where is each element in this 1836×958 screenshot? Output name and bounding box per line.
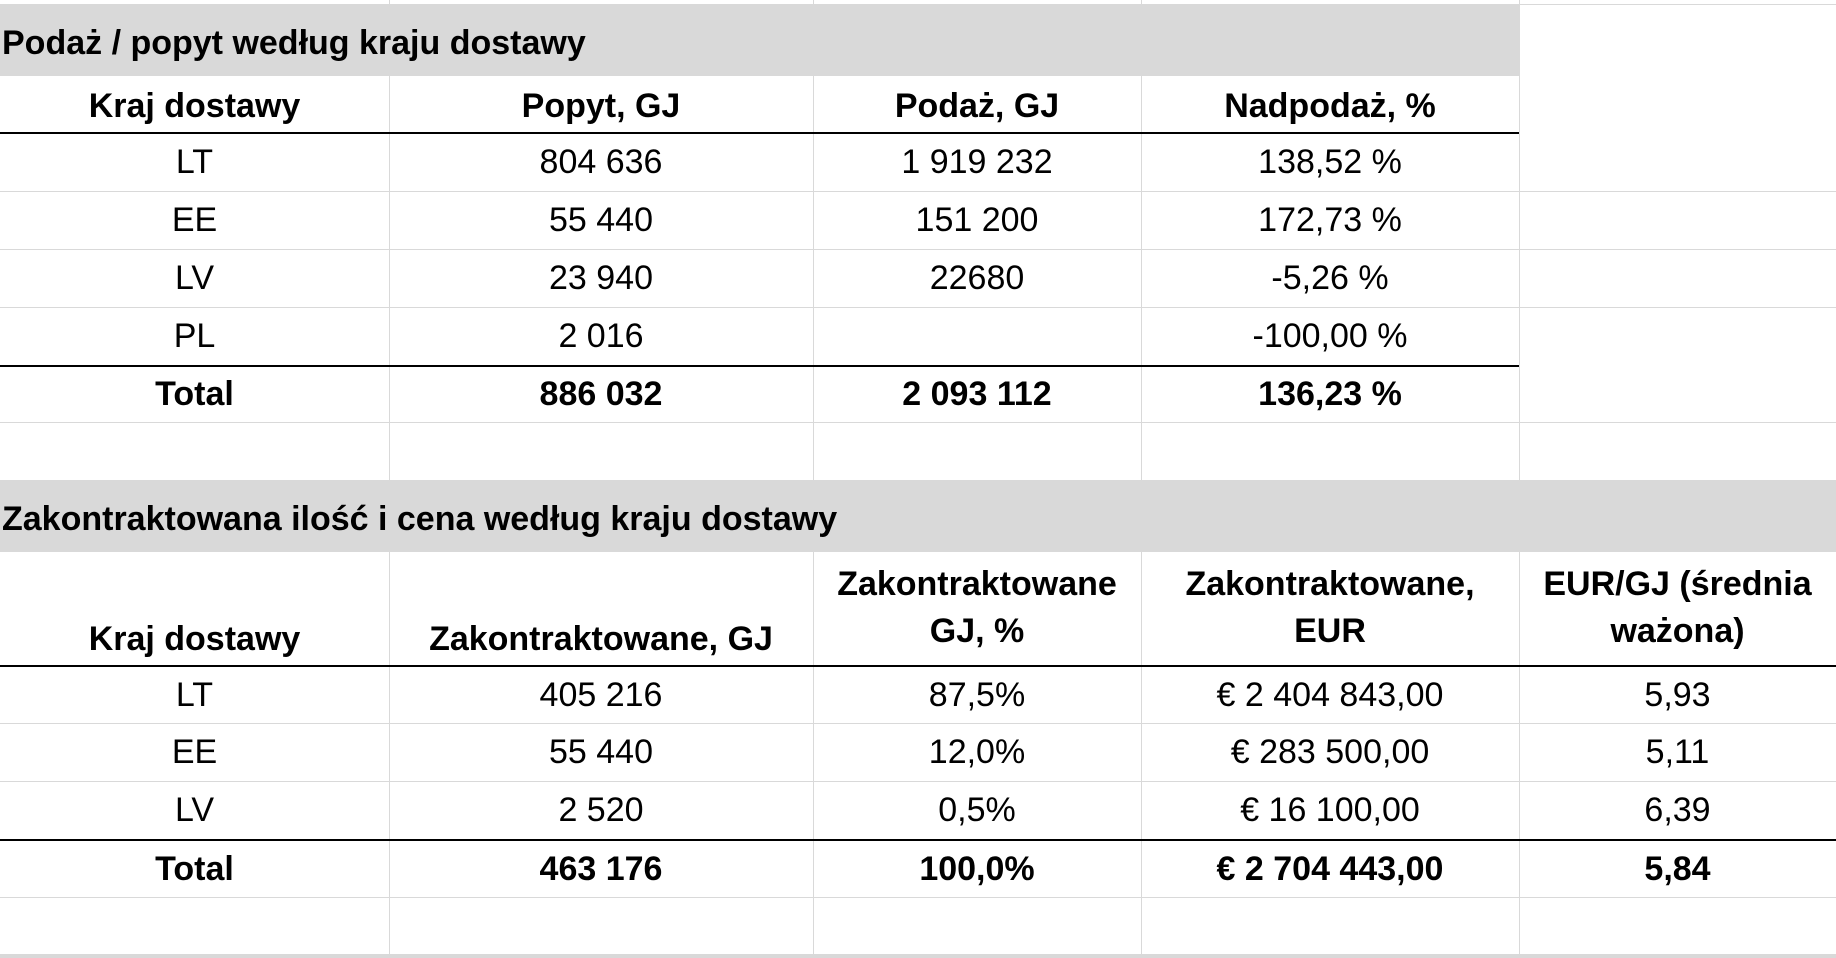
column-header-line: GJ, % <box>929 612 1025 650</box>
table-cell[interactable]: 0,5% <box>938 791 1016 829</box>
column-header-line: Zakontraktowane <box>837 565 1117 603</box>
table-cell[interactable]: LT <box>175 143 214 181</box>
column-header-line: EUR <box>1294 612 1366 650</box>
column-header-line: EUR/GJ (średnia <box>1543 565 1812 603</box>
section-title-band <box>0 4 1519 76</box>
table-cell[interactable]: 172,73 % <box>1258 201 1402 239</box>
table-cell[interactable]: 55 440 <box>549 733 653 771</box>
total-cell[interactable]: 5,84 <box>1644 849 1711 888</box>
column-header[interactable]: Nadpodaż, % <box>1224 87 1436 125</box>
total-cell[interactable]: Total <box>155 375 234 413</box>
table-cell[interactable]: 1 919 232 <box>901 143 1053 181</box>
section-title: Podaż / popyt według kraju dostawy <box>2 24 586 62</box>
table-cell[interactable]: PL <box>173 317 216 355</box>
gridline-row <box>0 954 1836 958</box>
table-cell[interactable]: -100,00 % <box>1252 317 1408 355</box>
table-cell[interactable]: € 16 100,00 <box>1240 791 1420 829</box>
table-cell[interactable]: 804 636 <box>539 143 663 181</box>
column-header[interactable] <box>813 552 1141 665</box>
table-cell[interactable]: 23 940 <box>549 259 653 297</box>
table-cell[interactable]: LT <box>175 675 214 714</box>
total-cell[interactable]: 100,0% <box>919 849 1035 888</box>
gridline-row <box>0 897 1836 898</box>
table-cell[interactable]: LV <box>174 791 215 829</box>
table-cell[interactable]: 87,5% <box>928 675 1026 714</box>
table-cell[interactable]: € 2 404 843,00 <box>1216 675 1444 714</box>
column-header[interactable]: Kraj dostawy <box>88 620 301 658</box>
total-cell[interactable]: 463 176 <box>539 849 663 888</box>
column-header[interactable]: Zakontraktowane, GJ <box>429 620 773 658</box>
table-cell[interactable]: EE <box>171 201 218 239</box>
total-cell[interactable]: € 2 704 443,00 <box>1216 849 1444 888</box>
column-header[interactable]: Kraj dostawy <box>88 87 301 125</box>
table-cell[interactable]: 12,0% <box>928 733 1026 771</box>
total-cell[interactable]: 886 032 <box>539 375 663 413</box>
column-header[interactable] <box>1519 552 1836 665</box>
table-cell[interactable]: 6,39 <box>1644 791 1711 829</box>
total-cell[interactable]: Total <box>155 849 234 888</box>
table-cell[interactable] <box>813 308 1141 365</box>
table-cell[interactable]: 2 520 <box>558 791 644 829</box>
section-title: Zakontraktowana ilość i cena według kraju dostawy <box>2 500 838 538</box>
column-header-line: ważona) <box>1610 612 1745 650</box>
total-cell[interactable]: 136,23 % <box>1258 375 1402 413</box>
table-cell[interactable]: 2 016 <box>558 317 644 355</box>
table-cell[interactable]: EE <box>171 733 218 771</box>
section-title-band <box>0 480 1836 552</box>
table-cell[interactable]: € 283 500,00 <box>1230 733 1430 771</box>
table-cell[interactable]: 5,11 <box>1645 733 1710 771</box>
table-cell[interactable]: 5,93 <box>1644 675 1711 714</box>
table-cell[interactable]: 405 216 <box>539 675 663 714</box>
column-header[interactable] <box>1141 552 1519 665</box>
table-cell[interactable]: 138,52 % <box>1258 143 1402 181</box>
column-header[interactable]: Popyt, GJ <box>521 87 681 125</box>
table-cell[interactable]: 22680 <box>929 259 1025 297</box>
table-cell[interactable]: LV <box>174 259 215 297</box>
gridline-row <box>0 422 1836 423</box>
table-cell[interactable]: 55 440 <box>549 201 653 239</box>
column-header-line: Zakontraktowane, <box>1185 565 1475 603</box>
table-cell[interactable]: -5,26 % <box>1271 259 1389 297</box>
column-header[interactable]: Podaż, GJ <box>894 87 1060 125</box>
total-cell[interactable]: 2 093 112 <box>902 375 1052 413</box>
table-cell[interactable]: 151 200 <box>915 201 1039 239</box>
